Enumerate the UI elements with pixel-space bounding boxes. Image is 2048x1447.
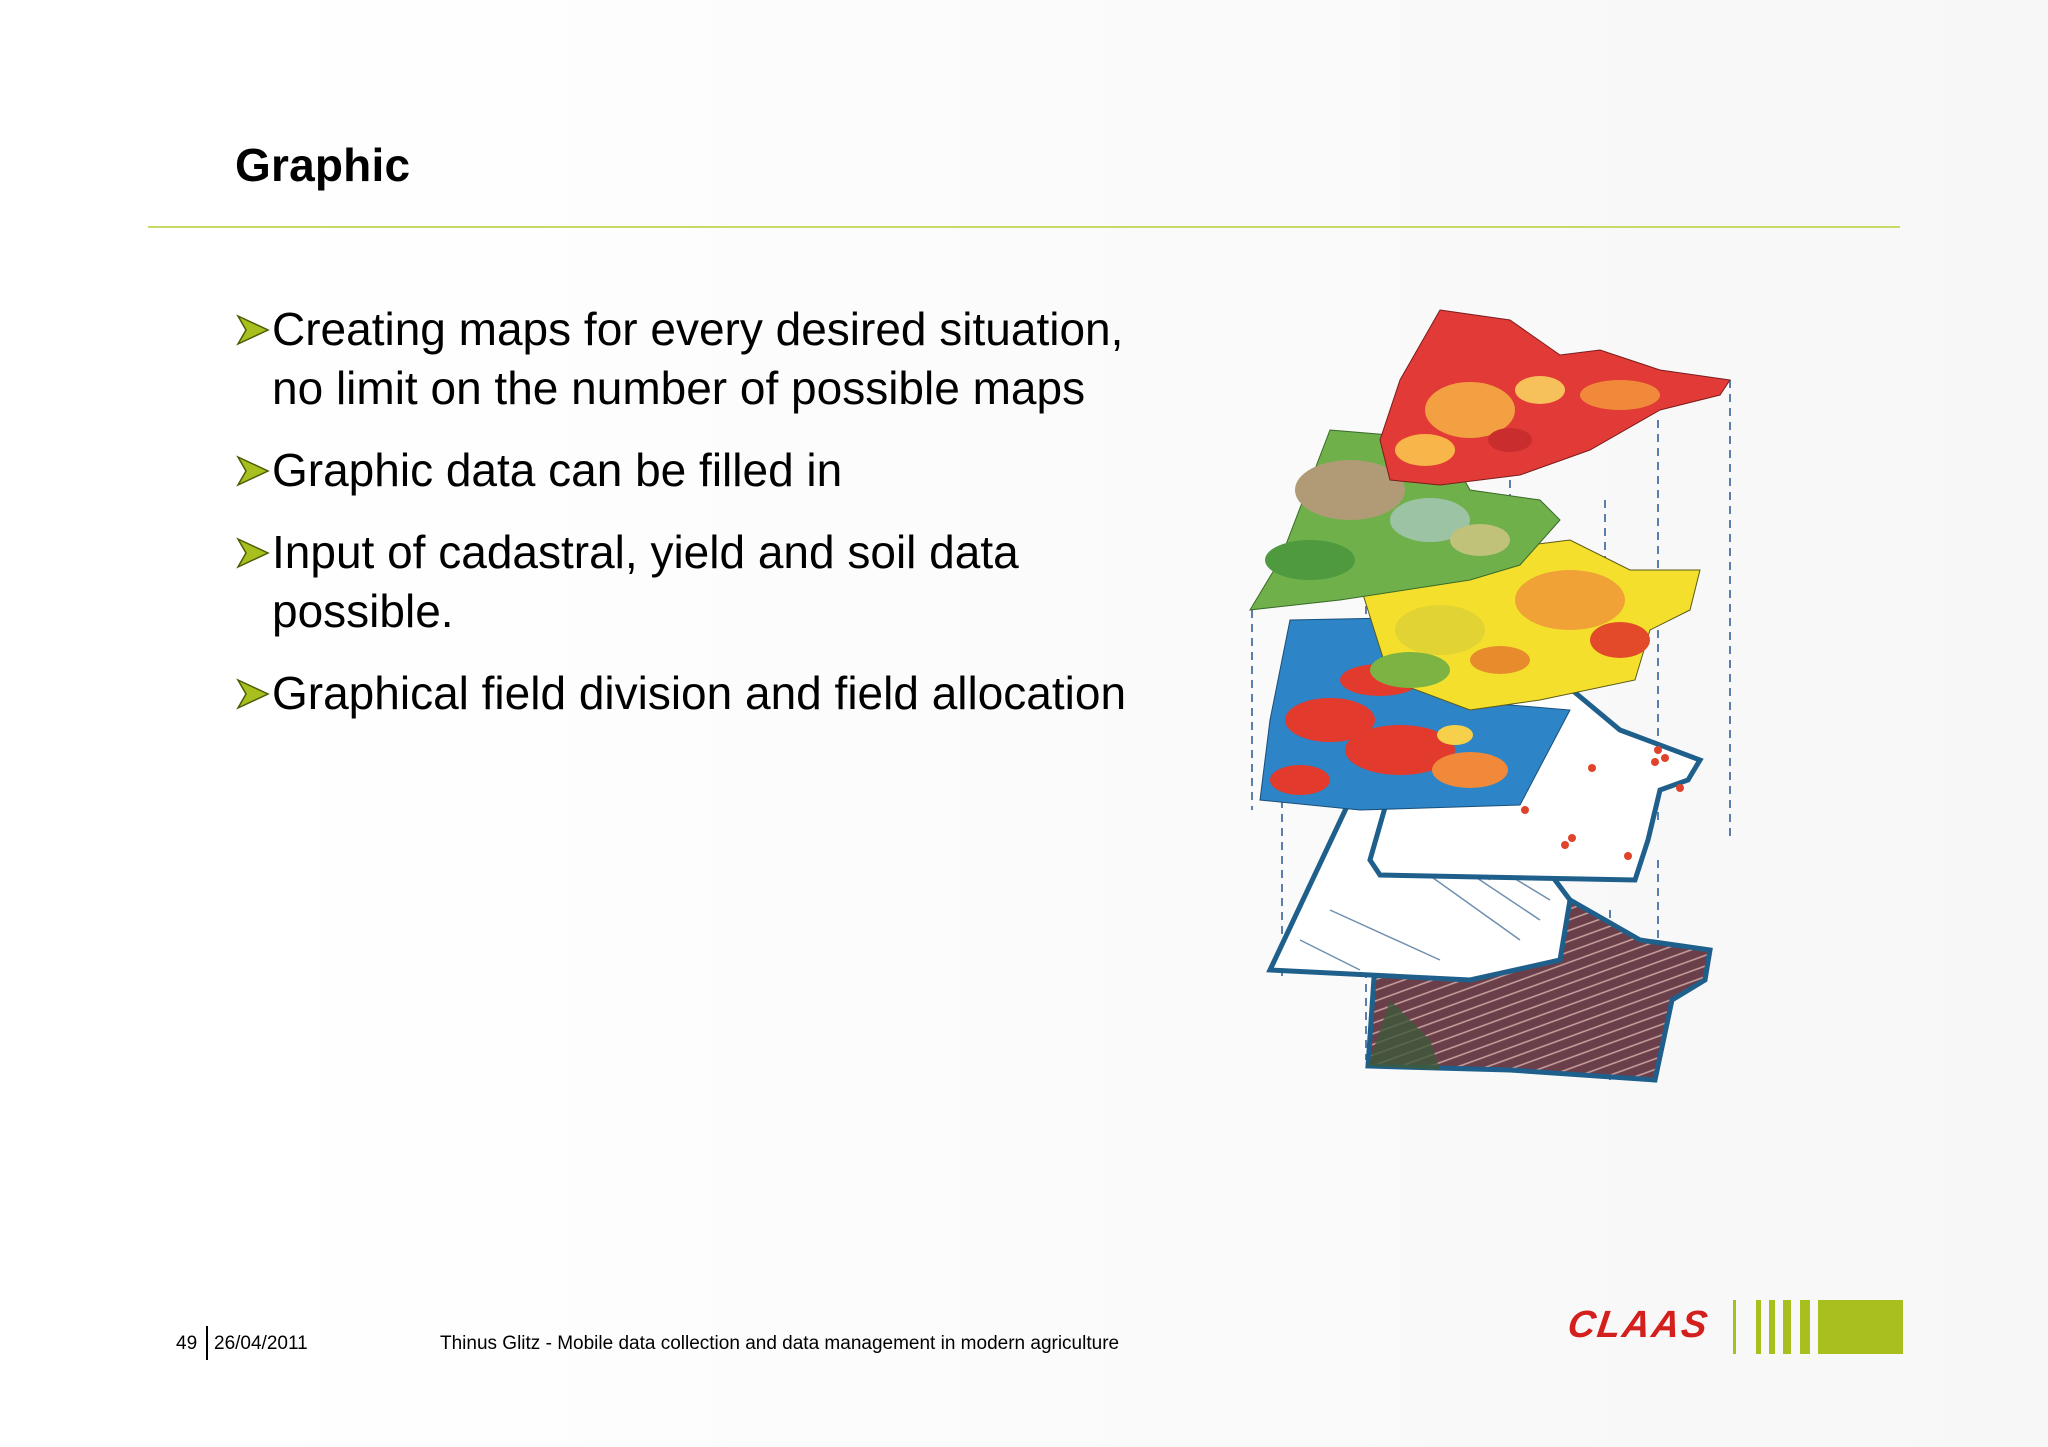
bullet-item: [236, 664, 1136, 723]
page-number: 49: [176, 1333, 198, 1354]
logo-wordmark: CLAAS: [1565, 1304, 1712, 1346]
bullet-text: Creating maps for every desired situation, no limit on the number of possible maps: [272, 303, 1124, 414]
logo-bars-icon: [1568, 1296, 1903, 1358]
arrowhead-bullet-icon: [236, 314, 270, 346]
slide-title: Graphic: [235, 139, 411, 191]
claas-logo: [1565, 1296, 1903, 1358]
arrowhead-bullet-icon: [236, 537, 270, 569]
layered-field-maps-illustration: [1240, 300, 1760, 1100]
bullet-text: Graphical field division and field allocation: [272, 667, 1127, 719]
footer-date: 26/04/2011: [214, 1333, 308, 1354]
title-divider: [148, 226, 1900, 228]
arrowhead-bullet-icon: [236, 678, 270, 710]
bullet-item: [236, 523, 1136, 641]
bullet-item: [236, 300, 1136, 418]
bullet-item: [236, 441, 1136, 500]
arrowhead-bullet-icon: [236, 455, 270, 487]
bullet-text: Graphic data can be filled in: [272, 444, 843, 496]
presentation-title: Thinus Glitz - Mobile data collection and data management in modern agriculture: [440, 1333, 1120, 1354]
bullet-list: [236, 300, 1136, 746]
bullet-text: Input of cadastral, yield and soil data possible.: [272, 526, 1019, 637]
top-yield-map-layer: [1380, 310, 1730, 485]
footer-separator: [206, 1326, 208, 1360]
